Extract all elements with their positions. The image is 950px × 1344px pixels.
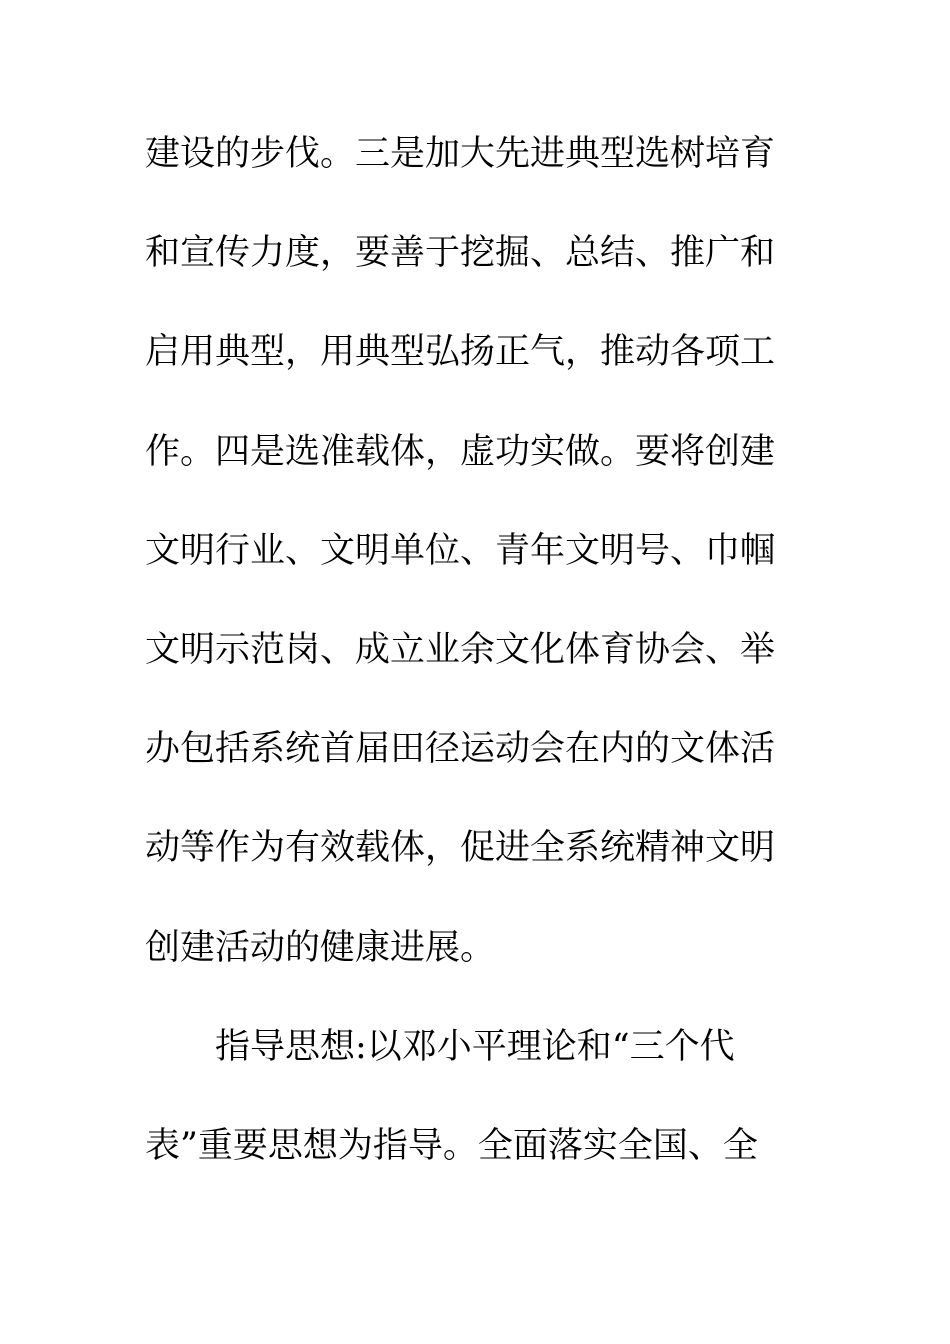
text-line-11: 表”重要思想为指导。全面落实全国、全	[145, 1125, 758, 1166]
text-line-8: 动等作为有效载体，促进全系统精神文明	[145, 828, 776, 869]
text-line-7: 办包括系统首届田径运动会在内的文体活	[145, 729, 776, 770]
text-line-9: 创建活动的健康进展。	[145, 927, 496, 968]
paragraph-start-line: 指导思想:以邓小平理论和“三个代	[215, 1026, 735, 1067]
text-line-4: 作。四是选准载体，虚功实做。要将创建	[145, 431, 776, 472]
text-line-2: 和宣传力度，要善于挖掘、总结、推广和	[145, 233, 776, 274]
text-line-3: 启用典型，用典型弘扬正气，推动各项工	[145, 332, 776, 373]
text-line-5: 文明行业、文明单位、青年文明号、巾帼	[145, 530, 776, 571]
text-line-6: 文明示范岗、成立业余文化体育协会、举	[145, 629, 776, 670]
text-line-1: 建设的步伐。三是加大先进典型选树培育	[145, 134, 776, 174]
body-text	[145, 124, 785, 1215]
